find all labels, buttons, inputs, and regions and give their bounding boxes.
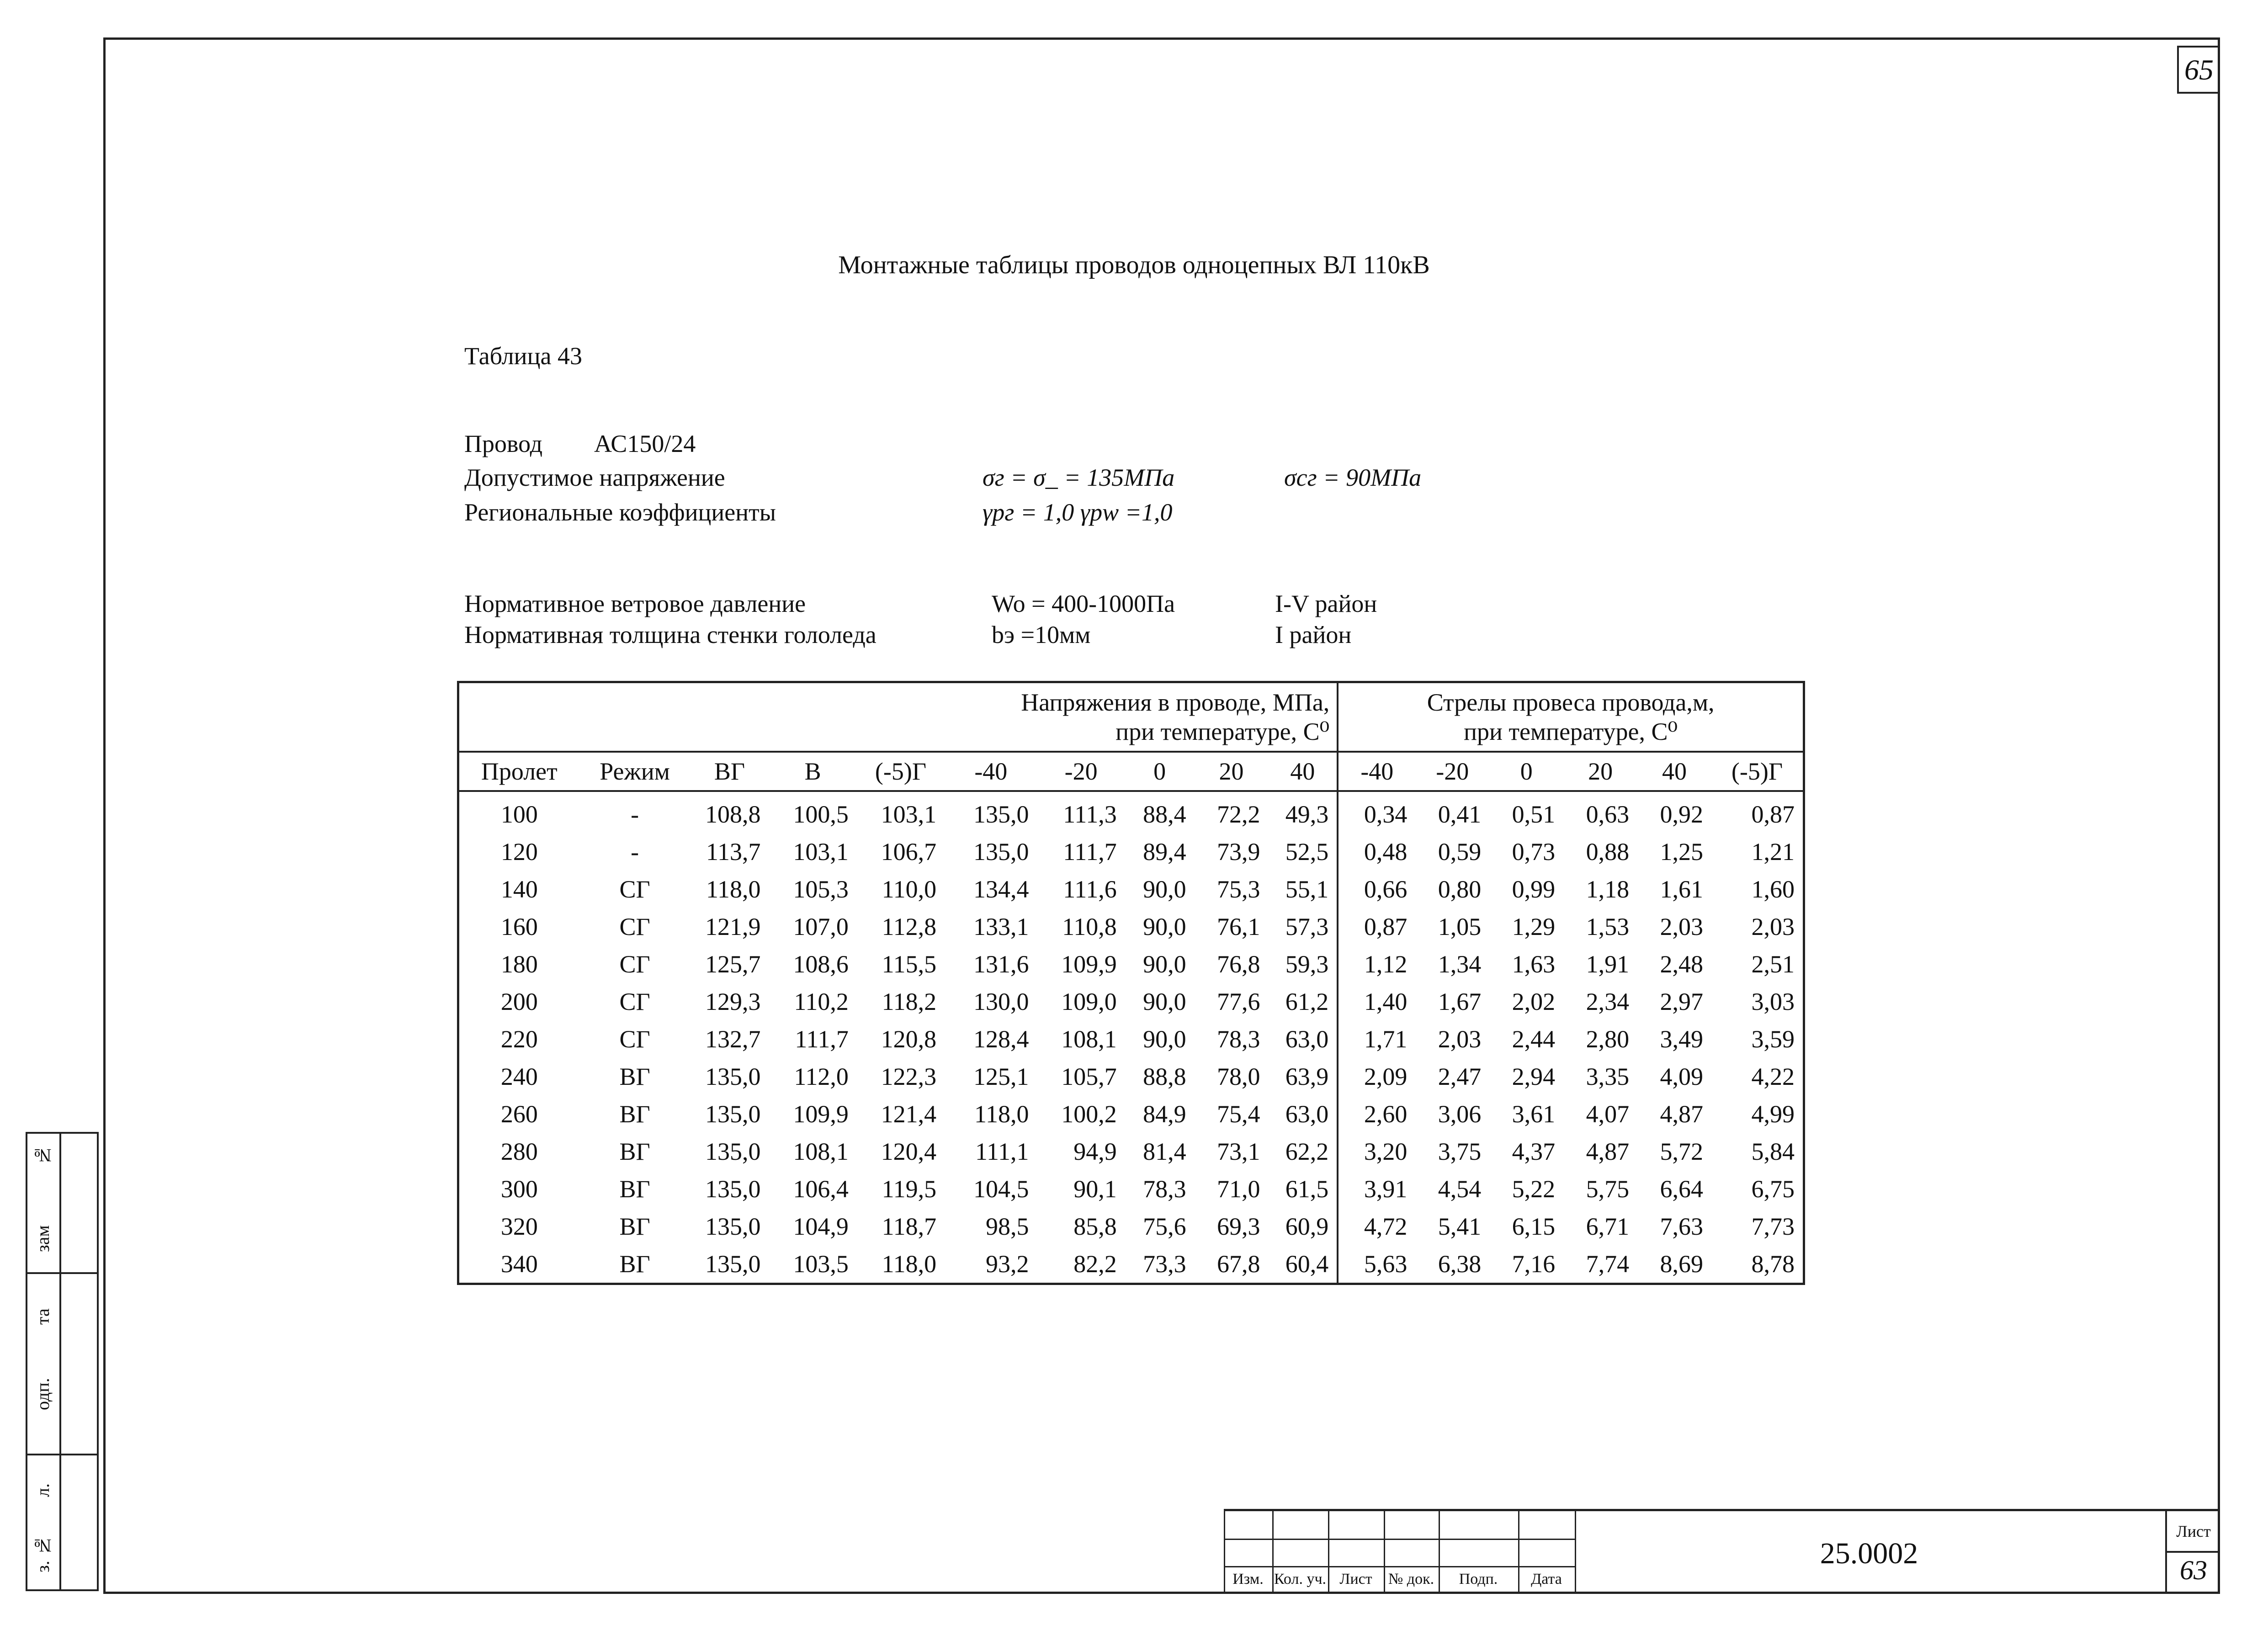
- allowed-stress-label: Допустимое напряжение: [464, 464, 725, 491]
- table-cell: 2,09: [1338, 1058, 1415, 1095]
- table-cell: 1,34: [1438, 950, 1482, 978]
- table-cell: 55,1: [1285, 876, 1329, 903]
- table-cell: 63,0: [1285, 1100, 1329, 1128]
- table-row: [458, 1208, 1804, 1245]
- table-row: [458, 833, 1804, 871]
- table-cell: 109,0: [1061, 988, 1117, 1015]
- table-cell: 0,92: [1660, 801, 1703, 828]
- strip-divider-vertical: [59, 1134, 61, 1589]
- column-header: 40: [1269, 752, 1338, 791]
- table-cell: 111,7: [795, 1025, 849, 1053]
- table-cell: 1,91: [1586, 950, 1630, 978]
- column-header: (-5)Г: [1711, 752, 1804, 791]
- strip-label-6: №: [32, 1145, 53, 1166]
- stamp-col-doc: № док.: [1388, 1571, 1434, 1588]
- table-cell: 109,9: [793, 1100, 849, 1128]
- table-cell: 3,75: [1438, 1138, 1482, 1165]
- table-row: [458, 983, 1804, 1020]
- table-cell: 240: [500, 1063, 538, 1090]
- table-cell: 6,71: [1586, 1213, 1630, 1240]
- table-cell: 120,8: [881, 1025, 937, 1053]
- table-cell: 2,03: [1660, 913, 1703, 940]
- table-label: Таблица 43: [464, 342, 582, 370]
- table-row: [458, 791, 1804, 833]
- table-cell: 121,4: [881, 1100, 937, 1128]
- table-cell: 90,0: [1143, 913, 1186, 940]
- table-cell: 108,6: [793, 950, 849, 978]
- table-cell: 130,0: [973, 988, 1029, 1015]
- table-cell: 1,61: [1660, 876, 1703, 903]
- table-cell: 5,63: [1338, 1245, 1415, 1284]
- left-strip: [26, 1132, 99, 1591]
- table-row: [458, 1058, 1804, 1095]
- table-cell: 320: [500, 1213, 538, 1240]
- wire-label: Провод: [464, 430, 543, 457]
- table-cell: 1,67: [1438, 988, 1482, 1015]
- table-cell: 3,35: [1586, 1063, 1630, 1090]
- table-cell: 5,41: [1438, 1213, 1482, 1240]
- table-row: [458, 908, 1804, 945]
- regional-label: Региональные коэффициенты: [464, 499, 776, 526]
- ice-value: bэ =10мм: [992, 621, 1091, 648]
- table-cell: 1,21: [1751, 838, 1795, 865]
- table-cell: 1,05: [1438, 913, 1482, 940]
- table-cell: СГ: [619, 913, 650, 940]
- strip-label-1: з. №: [32, 1535, 53, 1573]
- table-cell: 5,84: [1751, 1138, 1795, 1165]
- table-cell: 125,7: [705, 950, 761, 978]
- strip-divider: [27, 1454, 97, 1455]
- table-cell: -: [631, 801, 639, 828]
- table-cell: 120,4: [881, 1138, 937, 1165]
- table-cell: 8,69: [1660, 1250, 1703, 1278]
- table-cell: 115,5: [882, 950, 937, 978]
- table-cell: 88,8: [1143, 1063, 1186, 1090]
- table-cell: 103,1: [881, 801, 937, 828]
- table-cell: 90,0: [1143, 876, 1186, 903]
- table-cell: 2,51: [1751, 950, 1795, 978]
- table-cell: 111,3: [1063, 801, 1117, 828]
- table-cell: ВГ: [619, 1175, 650, 1203]
- table-cell: СГ: [619, 1025, 650, 1053]
- table-cell: 103,5: [793, 1250, 849, 1278]
- table-cell: 118,2: [882, 988, 937, 1015]
- table-cell: 63,9: [1285, 1063, 1329, 1090]
- table-cell: 135,0: [705, 1250, 761, 1278]
- table-cell: 0,59: [1438, 838, 1482, 865]
- table-cell: 118,0: [974, 1100, 1029, 1128]
- column-header: -40: [945, 752, 1037, 791]
- table-cell: 1,53: [1586, 913, 1630, 940]
- table-cell: 109,9: [1061, 950, 1117, 978]
- table-cell: 78,3: [1143, 1175, 1186, 1203]
- column-header: (-5)Г: [857, 752, 945, 791]
- table-cell: 90,0: [1143, 988, 1186, 1015]
- table-cell: 140: [500, 876, 538, 903]
- regional-value: γpг = 1,0 γpw =1,0: [983, 499, 1173, 526]
- table-row: [458, 1245, 1804, 1284]
- table-cell: 111,6: [1063, 876, 1117, 903]
- table-cell: 1,63: [1512, 950, 1556, 978]
- table-cell: 0,48: [1338, 833, 1415, 871]
- table-cell: 0,66: [1338, 871, 1415, 908]
- table-cell: 3,03: [1751, 988, 1795, 1015]
- revision-grid: [1224, 1511, 1576, 1596]
- table-cell: 1,12: [1338, 945, 1415, 983]
- table-cell: 57,3: [1285, 913, 1329, 940]
- table-cell: 3,49: [1660, 1025, 1703, 1053]
- table-cell: 129,3: [705, 988, 761, 1015]
- sag-group-line1: Стрелы провеса провода,м,: [1427, 689, 1715, 716]
- table-cell: 125,1: [973, 1063, 1029, 1090]
- column-header: 0: [1489, 752, 1563, 791]
- table-cell: 78,3: [1217, 1025, 1260, 1053]
- sag-group-line2: при температуре, С⁰: [1464, 718, 1678, 745]
- table-cell: 280: [500, 1138, 538, 1165]
- avg-stress-value: σсг = 90МПа: [1284, 464, 1422, 491]
- table-cell: 220: [500, 1025, 538, 1053]
- table-cell: -: [631, 838, 639, 865]
- table-cell: 110,8: [1062, 913, 1117, 940]
- table-cell: 60,4: [1285, 1250, 1329, 1278]
- table-cell: 108,8: [705, 801, 761, 828]
- table-cell: СГ: [619, 950, 650, 978]
- table-cell: 2,97: [1660, 988, 1703, 1015]
- table-group-header: [458, 682, 1804, 752]
- table-cell: 75,6: [1143, 1213, 1186, 1240]
- table-cell: 110,0: [882, 876, 937, 903]
- table-cell: 1,40: [1338, 983, 1415, 1020]
- table-cell: 63,0: [1285, 1025, 1329, 1053]
- table-cell: 4,99: [1751, 1100, 1795, 1128]
- table-cell: 73,1: [1217, 1138, 1260, 1165]
- table-cell: 73,9: [1217, 838, 1260, 865]
- table-cell: 133,1: [973, 913, 1029, 940]
- table-cell: 3,59: [1751, 1025, 1795, 1053]
- table-cell: 6,15: [1512, 1213, 1556, 1240]
- mounting-table: [457, 681, 1805, 1285]
- table-cell: 5,72: [1660, 1138, 1703, 1165]
- table-cell: 0,87: [1338, 908, 1415, 945]
- table-cell: 5,75: [1586, 1175, 1630, 1203]
- table-cell: 135,0: [705, 1100, 761, 1128]
- table-cell: 2,44: [1512, 1025, 1556, 1053]
- table-cell: 135,0: [705, 1138, 761, 1165]
- table-cell: 3,20: [1338, 1133, 1415, 1170]
- table-cell: 84,9: [1143, 1100, 1186, 1128]
- table-cell: 4,22: [1751, 1063, 1795, 1090]
- stress-group-line1: Напряжения в проводе, МПа,: [1021, 689, 1330, 716]
- table-cell: 4,87: [1660, 1100, 1703, 1128]
- table-row: [458, 1095, 1804, 1133]
- table-cell: 2,03: [1438, 1025, 1482, 1053]
- sheet-label: Лист: [2176, 1522, 2211, 1540]
- column-header: 20: [1563, 752, 1637, 791]
- sheet-number: 63: [2180, 1555, 2207, 1585]
- stamp-col-sheet: Лист: [1339, 1571, 1372, 1588]
- column-header: В: [769, 752, 857, 791]
- column-header: -40: [1338, 752, 1415, 791]
- table-cell: 4,87: [1586, 1138, 1630, 1165]
- table-cell: 134,4: [973, 876, 1029, 903]
- table-cell: ВГ: [619, 1138, 650, 1165]
- stamp-col-count: Кол. уч.: [1274, 1571, 1327, 1588]
- stress-group-line2: при температуре, С⁰: [1115, 718, 1330, 745]
- table-cell: 0,34: [1338, 791, 1415, 833]
- table-cell: 105,3: [793, 876, 849, 903]
- table-cell: 6,38: [1438, 1250, 1482, 1278]
- table-row: [458, 1133, 1804, 1170]
- table-cell: СГ: [619, 988, 650, 1015]
- table-row: [458, 871, 1804, 908]
- table-cell: 180: [500, 950, 538, 978]
- table-cell: 72,2: [1217, 801, 1260, 828]
- table-cell: 135,0: [973, 838, 1029, 865]
- table-cell: 106,4: [793, 1175, 849, 1203]
- strip-divider: [27, 1272, 97, 1274]
- table-cell: 75,3: [1217, 876, 1260, 903]
- table-cell: 118,0: [706, 876, 761, 903]
- table-cell: 135,0: [705, 1175, 761, 1203]
- table-cell: 3,06: [1438, 1100, 1482, 1128]
- table-cell: 119,5: [882, 1175, 937, 1203]
- table-cell: 1,71: [1338, 1020, 1415, 1058]
- table-cell: 5,22: [1512, 1175, 1556, 1203]
- table-cell: 60,9: [1285, 1213, 1329, 1240]
- table-cell: 49,3: [1285, 801, 1329, 828]
- column-header: 0: [1125, 752, 1195, 791]
- table-body: [458, 791, 1804, 1284]
- stamp-col-change: Изм.: [1232, 1571, 1264, 1588]
- table-cell: 0,87: [1751, 801, 1795, 828]
- stamp-col-date: Дата: [1531, 1571, 1562, 1588]
- table-cell: 160: [500, 913, 538, 940]
- table-cell: ВГ: [619, 1100, 650, 1128]
- sag-group-header: [1338, 682, 1804, 752]
- table-cell: 112,8: [882, 913, 937, 940]
- table-cell: 100: [500, 801, 538, 828]
- table-cell: 100,2: [1061, 1100, 1117, 1128]
- table-cell: 135,0: [705, 1063, 761, 1090]
- table-cell: 0,99: [1512, 876, 1556, 903]
- column-header: 20: [1195, 752, 1269, 791]
- ice-region: I район: [1275, 621, 1352, 648]
- table-row: [458, 1170, 1804, 1208]
- table-cell: 61,5: [1285, 1175, 1329, 1203]
- table-cell: 1,18: [1586, 876, 1630, 903]
- table-cell: 76,8: [1217, 950, 1260, 978]
- table-cell: 108,1: [793, 1138, 849, 1165]
- table-cell: 121,9: [705, 913, 761, 940]
- table-column-header: [458, 752, 1804, 791]
- table-cell: 105,7: [1061, 1063, 1117, 1090]
- table-cell: 8,78: [1751, 1250, 1795, 1278]
- table-cell: 7,74: [1586, 1250, 1630, 1278]
- table-cell: 128,4: [973, 1025, 1029, 1053]
- table-cell: ВГ: [619, 1213, 650, 1240]
- table-cell: 100,5: [793, 801, 849, 828]
- table-cell: 111,7: [1063, 838, 1117, 865]
- stamp-col-sign: Подп.: [1459, 1571, 1498, 1588]
- table-cell: 4,72: [1338, 1208, 1415, 1245]
- table-cell: 4,09: [1660, 1063, 1703, 1090]
- table-cell: 6,64: [1660, 1175, 1703, 1203]
- table-cell: ВГ: [619, 1063, 650, 1090]
- table-cell: 112,0: [794, 1063, 849, 1090]
- wind-region: I-V район: [1275, 590, 1377, 617]
- table-row: [458, 1020, 1804, 1058]
- page-number: 65: [2177, 46, 2219, 94]
- table-cell: 3,91: [1338, 1170, 1415, 1208]
- table-cell: 0,51: [1512, 801, 1556, 828]
- table-cell: 52,5: [1285, 838, 1329, 865]
- table-cell: 107,0: [793, 913, 849, 940]
- column-header: 40: [1637, 752, 1711, 791]
- table-cell: 7,73: [1751, 1213, 1795, 1240]
- table-cell: 90,1: [1073, 1175, 1117, 1203]
- stress-group-header: [458, 682, 1338, 752]
- table-cell: 88,4: [1143, 801, 1186, 828]
- wind-label: Нормативное ветровое давление: [464, 590, 806, 617]
- table-cell: 2,60: [1338, 1095, 1415, 1133]
- table-cell: 104,5: [973, 1175, 1029, 1203]
- table-cell: 2,48: [1660, 950, 1703, 978]
- table-cell: 0,88: [1586, 838, 1630, 865]
- table-cell: 4,37: [1512, 1138, 1556, 1165]
- table-cell: 75,4: [1217, 1100, 1260, 1128]
- table-cell: 2,34: [1586, 988, 1630, 1015]
- table-cell: 108,1: [1061, 1025, 1117, 1053]
- table-cell: 62,2: [1285, 1138, 1329, 1165]
- table-cell: 4,54: [1438, 1175, 1482, 1203]
- table-cell: 76,1: [1217, 913, 1260, 940]
- table-cell: 90,0: [1143, 1025, 1186, 1053]
- table-cell: 120: [500, 838, 538, 865]
- table-cell: 2,02: [1512, 988, 1556, 1015]
- sheet-box: [2165, 1509, 2220, 1594]
- table-cell: 131,6: [973, 950, 1029, 978]
- strip-label-2: л.: [32, 1483, 53, 1497]
- allowed-stress-value: σг = σ_ = 135МПа: [983, 464, 1175, 491]
- table-cell: 2,80: [1586, 1025, 1630, 1053]
- table-cell: 6,75: [1751, 1175, 1795, 1203]
- wind-value: Wo = 400-1000Па: [992, 590, 1175, 617]
- table-cell: 135,0: [705, 1213, 761, 1240]
- table-cell: 2,47: [1438, 1063, 1482, 1090]
- table-cell: 106,7: [881, 838, 937, 865]
- table-cell: 94,9: [1073, 1138, 1117, 1165]
- strip-label-5: зам: [32, 1225, 53, 1253]
- table-cell: 67,8: [1217, 1250, 1260, 1278]
- table-cell: 81,4: [1143, 1138, 1186, 1165]
- table-cell: 118,0: [882, 1250, 937, 1278]
- table-cell: 77,6: [1217, 988, 1260, 1015]
- table-row: [458, 945, 1804, 983]
- table-cell: 98,5: [986, 1213, 1029, 1240]
- table-cell: 89,4: [1143, 838, 1186, 865]
- table-cell: 7,63: [1660, 1213, 1703, 1240]
- ice-label: Нормативная толщина стенки гололеда: [464, 621, 876, 648]
- table-cell: 340: [500, 1250, 538, 1278]
- table-cell: 61,2: [1285, 988, 1329, 1015]
- document-title: Монтажные таблицы проводов одноцепных ВЛ 110кВ: [838, 251, 1430, 279]
- table-cell: 135,0: [973, 801, 1029, 828]
- table-cell: 103,1: [793, 838, 849, 865]
- table-cell: 3,61: [1512, 1100, 1556, 1128]
- table-cell: 104,9: [793, 1213, 849, 1240]
- table-cell: 59,3: [1285, 950, 1329, 978]
- table-cell: 2,94: [1512, 1063, 1556, 1090]
- table-cell: 0,73: [1512, 838, 1556, 865]
- table-cell: 113,7: [706, 838, 761, 865]
- column-header: ВГ: [690, 752, 769, 791]
- table-cell: 90,0: [1143, 950, 1186, 978]
- table-cell: 260: [500, 1100, 538, 1128]
- table-cell: 0,63: [1586, 801, 1630, 828]
- table-cell: 0,41: [1438, 801, 1482, 828]
- table-cell: 2,03: [1751, 913, 1795, 940]
- table-cell: 93,2: [986, 1250, 1029, 1278]
- table-cell: 132,7: [705, 1025, 761, 1053]
- column-header: Пролет: [458, 752, 579, 791]
- table-cell: 7,16: [1512, 1250, 1556, 1278]
- document-code: 25.0002: [1820, 1537, 1918, 1570]
- table-cell: 200: [500, 988, 538, 1015]
- table-cell: 110,2: [794, 988, 849, 1015]
- table-cell: 0,80: [1438, 876, 1482, 903]
- table-cell: 82,2: [1073, 1250, 1117, 1278]
- strip-label-3: одп.: [32, 1378, 53, 1411]
- table-cell: 78,0: [1217, 1063, 1260, 1090]
- table-cell: 69,3: [1217, 1213, 1260, 1240]
- table-cell: СГ: [619, 876, 650, 903]
- table-cell: 1,60: [1751, 876, 1795, 903]
- table-cell: 71,0: [1217, 1175, 1260, 1203]
- column-header: -20: [1415, 752, 1489, 791]
- strip-label-4: та: [32, 1308, 53, 1325]
- table-cell: ВГ: [619, 1250, 650, 1278]
- table-cell: 111,1: [975, 1138, 1029, 1165]
- table-cell: 1,25: [1660, 838, 1703, 865]
- wire-value: АС150/24: [594, 430, 696, 457]
- table-cell: 300: [500, 1175, 538, 1203]
- column-header: -20: [1037, 752, 1125, 791]
- column-header: Режим: [579, 752, 690, 791]
- table-cell: 85,8: [1073, 1213, 1117, 1240]
- table-cell: 118,7: [882, 1213, 937, 1240]
- table-cell: 4,07: [1586, 1100, 1630, 1128]
- table-cell: 122,3: [881, 1063, 937, 1090]
- table-cell: 73,3: [1143, 1250, 1186, 1278]
- table-cell: 1,29: [1512, 913, 1556, 940]
